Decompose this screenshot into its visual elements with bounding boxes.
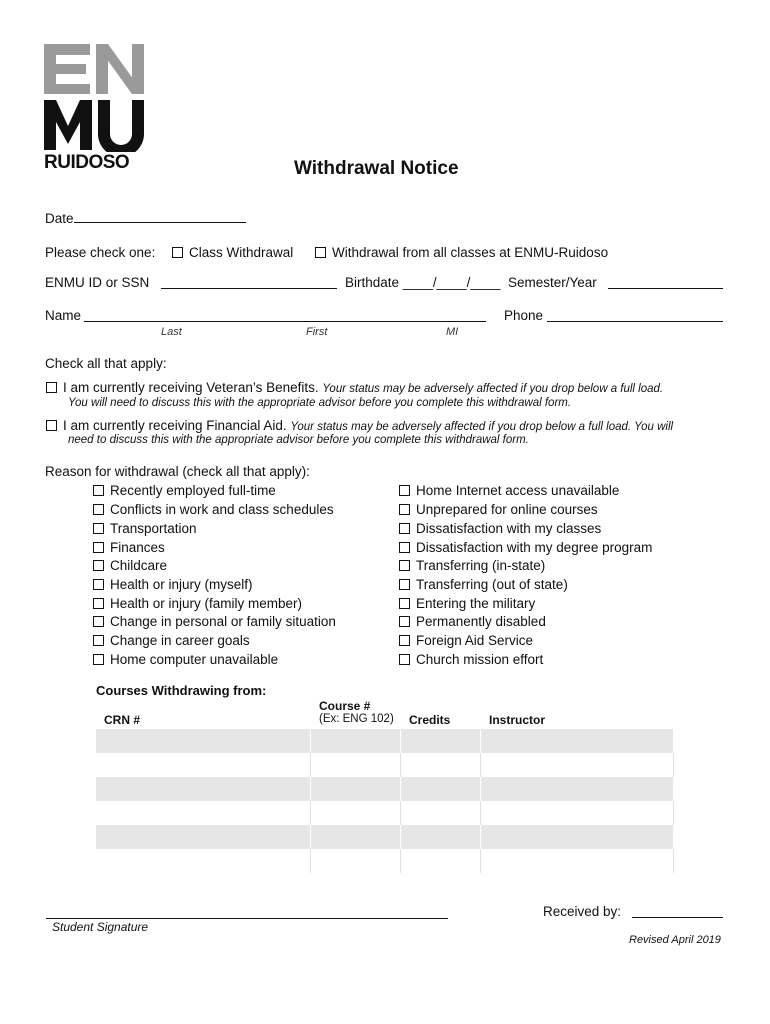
instructor-cell[interactable] bbox=[481, 753, 674, 777]
phone-field[interactable] bbox=[547, 309, 723, 322]
reason-checkbox[interactable] bbox=[399, 542, 410, 553]
reason-checkbox[interactable] bbox=[399, 654, 410, 665]
semester-label: Semester/Year bbox=[508, 275, 597, 290]
reason-right-4[interactable] bbox=[399, 540, 652, 555]
credits-cell[interactable] bbox=[401, 729, 481, 753]
reason-left-9[interactable] bbox=[93, 633, 250, 648]
please-check-label: Please check one: bbox=[45, 245, 156, 260]
reason-right-2[interactable] bbox=[399, 502, 598, 517]
name-first-caption: First bbox=[306, 326, 328, 338]
reason-checkbox[interactable] bbox=[93, 635, 104, 646]
crn-cell[interactable] bbox=[96, 825, 311, 849]
reason-label: Dissatisfaction with my degree program bbox=[416, 540, 653, 555]
reason-right-3[interactable] bbox=[399, 521, 601, 536]
reason-checkbox[interactable] bbox=[399, 504, 410, 515]
col-credits-header: Credits bbox=[409, 713, 451, 727]
financial-aid-note-1: Your status may be adversely affected if you drop below a full load. You will bbox=[290, 421, 674, 433]
birthdate-field[interactable]: ____/____/____ bbox=[402, 275, 501, 290]
all-withdrawal-label: Withdrawal from all classes at ENMU-Ruidoso bbox=[332, 245, 609, 260]
received-by-label: Received by: bbox=[543, 904, 622, 919]
courses-heading: Courses Withdrawing from: bbox=[96, 683, 267, 698]
reason-right-6[interactable] bbox=[399, 577, 568, 592]
reason-checkbox[interactable] bbox=[399, 560, 410, 571]
financial-aid-checkbox[interactable] bbox=[46, 420, 57, 431]
crn-cell[interactable] bbox=[96, 777, 311, 801]
reason-label: Health or injury (myself) bbox=[110, 577, 253, 592]
reason-right-7[interactable] bbox=[399, 596, 535, 611]
reason-checkbox[interactable] bbox=[93, 504, 104, 515]
reason-checkbox[interactable] bbox=[93, 523, 104, 534]
reason-checkbox[interactable] bbox=[93, 654, 104, 665]
reason-right-9[interactable] bbox=[399, 633, 533, 648]
reason-checkbox[interactable] bbox=[93, 542, 104, 553]
phone-label: Phone bbox=[504, 308, 544, 323]
reason-label: Change in personal or family situation bbox=[110, 614, 336, 629]
signature-caption: Student Signature bbox=[52, 920, 149, 934]
instructor-cell[interactable] bbox=[481, 849, 674, 873]
signature-line[interactable] bbox=[46, 904, 448, 919]
reason-left-4[interactable] bbox=[93, 540, 165, 555]
col-course-example: (Ex: ENG 102) bbox=[319, 713, 394, 725]
id-label: ENMU ID or SSN bbox=[45, 275, 150, 290]
reason-left-8[interactable] bbox=[93, 614, 336, 629]
name-field[interactable] bbox=[84, 309, 486, 322]
reason-checkbox[interactable] bbox=[399, 635, 410, 646]
instructor-cell[interactable] bbox=[481, 825, 674, 849]
name-mi-caption: MI bbox=[446, 326, 459, 338]
crn-cell[interactable] bbox=[96, 753, 311, 777]
option-all-withdrawal[interactable] bbox=[315, 245, 608, 260]
veteran-checkbox[interactable] bbox=[46, 382, 57, 393]
reason-left-1[interactable] bbox=[93, 483, 276, 498]
credits-cell[interactable] bbox=[401, 753, 481, 777]
reason-checkbox[interactable] bbox=[93, 579, 104, 590]
logo-text: RUIDOSO bbox=[44, 152, 130, 173]
col-crn-header: CRN # bbox=[104, 713, 141, 727]
reason-label: Transportation bbox=[110, 521, 197, 536]
reason-left-10[interactable] bbox=[93, 652, 278, 667]
course-cell[interactable] bbox=[311, 753, 401, 777]
birthdate-label: Birthdate bbox=[345, 275, 400, 290]
reason-label: Home computer unavailable bbox=[110, 652, 279, 667]
credits-cell[interactable] bbox=[401, 801, 481, 825]
date-field[interactable] bbox=[74, 210, 246, 223]
col-course-header: Course # bbox=[319, 699, 371, 713]
crn-cell[interactable] bbox=[96, 801, 311, 825]
reason-right-8[interactable] bbox=[399, 614, 546, 629]
id-field[interactable] bbox=[161, 276, 337, 289]
credits-cell[interactable] bbox=[401, 825, 481, 849]
course-cell[interactable] bbox=[311, 801, 401, 825]
id-row bbox=[45, 275, 149, 290]
reason-checkbox[interactable] bbox=[399, 598, 410, 609]
class-withdrawal-checkbox[interactable] bbox=[172, 247, 183, 258]
reason-label: Dissatisfaction with my classes bbox=[416, 521, 602, 536]
table-row bbox=[96, 753, 674, 777]
table-row bbox=[96, 825, 674, 849]
instructor-cell[interactable] bbox=[481, 801, 674, 825]
crn-cell[interactable] bbox=[96, 849, 311, 873]
reason-checkbox[interactable] bbox=[93, 560, 104, 571]
reason-left-2[interactable] bbox=[93, 502, 334, 517]
reason-checkbox[interactable] bbox=[399, 485, 410, 496]
name-last-caption: Last bbox=[161, 326, 182, 338]
financial-aid-label: I am currently receiving Financial Aid. bbox=[63, 418, 287, 433]
reason-left-5[interactable] bbox=[93, 558, 167, 573]
table-row bbox=[96, 729, 674, 753]
reason-left-3[interactable] bbox=[93, 521, 197, 536]
reason-label: Transferring (out of state) bbox=[416, 577, 568, 592]
page-title: Withdrawal Notice bbox=[294, 158, 459, 179]
col-instructor-header: Instructor bbox=[489, 713, 546, 727]
reason-label: Unprepared for online courses bbox=[416, 502, 598, 517]
credits-cell[interactable] bbox=[401, 777, 481, 801]
course-cell[interactable] bbox=[311, 849, 401, 873]
reason-label: Childcare bbox=[110, 558, 168, 573]
reason-right-1[interactable] bbox=[399, 483, 619, 498]
courses-table bbox=[96, 729, 674, 873]
reason-left-6[interactable] bbox=[93, 577, 253, 592]
course-cell[interactable] bbox=[311, 825, 401, 849]
reason-checkbox[interactable] bbox=[399, 579, 410, 590]
date-row bbox=[45, 210, 246, 226]
reason-right-10[interactable] bbox=[399, 652, 543, 667]
received-by-field[interactable] bbox=[632, 905, 723, 918]
reason-checkbox[interactable] bbox=[93, 598, 104, 609]
instructor-cell[interactable] bbox=[481, 777, 674, 801]
veteran-note-1: Your status may be adversely affected if you drop below a full load. bbox=[322, 383, 664, 395]
date-label: Date bbox=[45, 211, 74, 226]
reason-label: Entering the military bbox=[416, 596, 536, 611]
veteran-note-2: You will need to discuss this with the appropriate advisor before you complete this withdrawal form. bbox=[68, 397, 572, 409]
course-cell[interactable] bbox=[311, 777, 401, 801]
financial-aid-note-2: need to discuss this with the appropriate advisor before you complete this withdrawal form. bbox=[68, 434, 529, 446]
name-label: Name bbox=[45, 308, 82, 323]
instructor-cell[interactable] bbox=[481, 729, 674, 753]
reason-left-7[interactable] bbox=[93, 596, 302, 611]
reason-label: Recently employed full-time bbox=[110, 483, 276, 498]
option-class-withdrawal[interactable] bbox=[172, 245, 293, 260]
reason-label: Church mission effort bbox=[416, 652, 544, 667]
semester-group bbox=[508, 275, 597, 290]
check-all-heading: Check all that apply: bbox=[45, 356, 167, 371]
semester-field[interactable] bbox=[608, 276, 723, 289]
reason-checkbox[interactable] bbox=[93, 616, 104, 627]
reason-label: Conflicts in work and class schedules bbox=[110, 502, 334, 517]
revised-date: Revised April 2019 bbox=[629, 934, 721, 946]
crn-cell[interactable] bbox=[96, 729, 311, 753]
class-withdrawal-label: Class Withdrawal bbox=[189, 245, 294, 260]
reason-label: Finances bbox=[110, 540, 165, 555]
table-row bbox=[96, 801, 674, 825]
reason-label: Health or injury (family member) bbox=[110, 596, 303, 611]
withdrawal-type-row bbox=[45, 245, 155, 260]
credits-cell[interactable] bbox=[401, 849, 481, 873]
financial-aid-item[interactable] bbox=[46, 418, 673, 433]
reason-label: Home Internet access unavailable bbox=[416, 483, 620, 498]
veteran-label: I am currently receiving Veteran’s Benefits. bbox=[63, 380, 319, 395]
reason-label: Permanently disabled bbox=[416, 614, 546, 629]
reasons-heading: Reason for withdrawal (check all that apply): bbox=[45, 464, 310, 479]
reason-label: Transferring (in-state) bbox=[416, 558, 546, 573]
reason-right-5[interactable] bbox=[399, 558, 545, 573]
table-row bbox=[96, 849, 674, 873]
reason-label: Foreign Aid Service bbox=[416, 633, 534, 648]
all-withdrawal-checkbox[interactable] bbox=[315, 247, 326, 258]
reason-checkbox[interactable] bbox=[399, 523, 410, 534]
reason-checkbox[interactable] bbox=[93, 485, 104, 496]
enmu-logo-mark bbox=[44, 44, 144, 152]
reason-checkbox[interactable] bbox=[399, 616, 410, 627]
birthdate-group bbox=[345, 275, 500, 290]
course-cell[interactable] bbox=[311, 729, 401, 753]
table-row bbox=[96, 777, 674, 801]
reason-label: Change in career goals bbox=[110, 633, 250, 648]
veteran-benefits-item[interactable] bbox=[46, 380, 663, 395]
